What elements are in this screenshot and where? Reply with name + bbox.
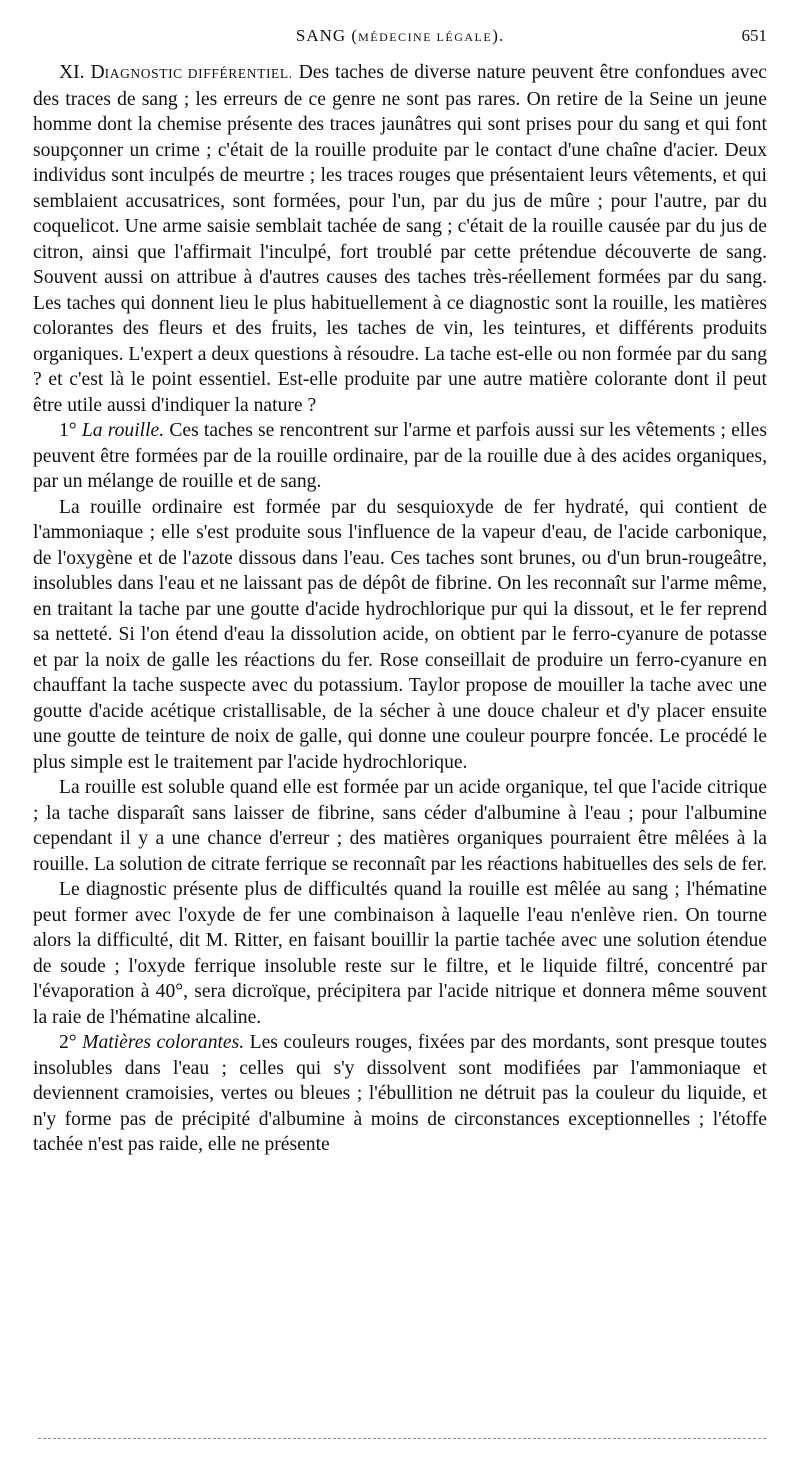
subsection-number: 1°	[59, 420, 82, 441]
subsection-title: Matières colorantes.	[82, 1032, 245, 1053]
paragraph-rouille-sang	[33, 877, 767, 1030]
paragraph-text: Les couleurs rouges, fixées par des mordants, sont presque toutes insolubles dans l'eau ; celles qui s'y dissolvent sont modifiées par l'ammoniaque et deviennent cramoisies, vertes ou bleues ; l'ébullition ne détruit pas la couleur du liquide, et n'y forme pas de précipité d'albumine à moins de circonstances exceptionnelles ; l'étoffe tachée n'est pas raide, elle ne présente	[33, 1032, 767, 1155]
subsection-number: 2°	[59, 1032, 83, 1053]
running-title-end: ).	[492, 26, 505, 45]
page	[33, 26, 767, 1158]
paragraph-text: Le diagnostic présente plus de difficultés quand la rouille est mêlée au sang ; l'hématine peut former avec l'oxyde de fer une combinaison à laquelle l'eau n'enlève rien. On tourne alors la difficulté, dit M. Ritter, en faisant bouillir la partie tachée avec une solution étendue de soude ; l'oxyde ferrique insoluble reste sur le filtre, et le liquide filtré, concentré par l'évaporation à 40°, sera dicroïque, précipitera par l'acide nitrique et donnera même souvent la raie de l'hématine alcaline.	[33, 879, 767, 1028]
paragraph-text: Des taches de diverse nature peuvent être confondues avec des traces de sang ; les erreurs de ce genre ne sont pas rares. On retire de la Seine un jeune homme dont la chemise présente des traces jaunâtres qui sont prises pour du sang et qui font soupçonner un crime ; c'était de la rouille produite par le contact d'une chaîne d'acier. Deux individus sont inculpés de meurtre ; les traces rouges que présentaient leurs vêtements, et qui semblaient accusatrices, sont formées, pour l'un, par du jus de mûre ; pour l'autre, par du coquelicot. Une arme saisie semblait tachée de sang ; c'était de la rouille causée par du jus de citron, ainsi que l'affirmait l'inculpé, fort troublé par cette prétendue découverte de sang. Souvent aussi on attribue à d'autres causes des taches très-réellement formées par du sang. Les taches qui donnent lieu le plus habituellement à ce diagnostic sont la rouille, les matières colorantes des fleurs et des fruits, les taches de vin, les teintures, et différents produits organiques. L'expert a deux questions à résoudre. La tache est-elle ou non formée par du sang ? et c'est là le point essentiel. Est-elle produite par une autre matière colorante dont il peut être utile aussi d'indiquer la nature ?	[33, 62, 767, 416]
paragraph-diagnostic	[33, 60, 767, 418]
section-heading-smallcaps-2: DIFFÉRENTIEL.	[182, 66, 293, 81]
footer-dashed-rule	[38, 1438, 766, 1439]
running-title	[33, 26, 767, 46]
running-title-subtitle: MÉDECINE LÉGALE	[358, 30, 493, 44]
page-number: 651	[741, 26, 767, 45]
paragraph-text: La rouille ordinaire est formée par du sesquioxyde de fer hydraté, qui contient de l'ammoniaque ; elle s'est produite sous l'influence de la vapeur d'eau, de l'acide carbonique, de l'oxygène et de l'azote dissous dans l'eau. Ces taches sont brunes, ou d'un brun-rougeâtre, insolubles dans l'eau et ne laissant pas de dépôt de fibrine. On les reconnaît sur l'arme même, en traitant la tache par une goutte d'acide hydrochlorique pur qui la dissout, et le fer reprend sa netteté. Si l'on étend d'eau la dissolution acide, on obtient par le ferro-cyanure de potasse et par la noix de galle les réactions du fer. Rose conseillait de produire un ferro-cyanure en chauffant la tache suspecte avec du potassium. Taylor propose de mouiller la tache avec une goutte d'acide acétique cristallisable, de la sécher à une douce chaleur et d'y placer ensuite une goutte de teinture de noix de galle, qui donne une couleur pourpre foncée. Le procédé le plus simple est le traitement par l'acide hydrochlorique.	[33, 496, 767, 773]
running-title-main: SANG (	[295, 26, 359, 45]
paragraph-text: La rouille est soluble quand elle est formée par un acide organique, tel que l'acide citrique ; la tache disparaît sans laisser de fibrine, sans céder d'albumine à l'eau ; pour l'albumine cependant il y a une chance d'erreur ; des matières organiques pourraient être mêlées à la rouille. La solution de citrate ferrique se reconnaît par les réactions habituelles des sels de fer.	[33, 777, 767, 875]
section-heading-smallcaps: IAGNOSTIC	[104, 66, 183, 81]
paragraph-rouille-soluble	[33, 775, 767, 877]
running-header	[33, 26, 767, 52]
section-heading-roman: XI. D	[59, 62, 105, 83]
subsection-title: La rouille.	[81, 420, 165, 441]
paragraph-rouille	[33, 418, 767, 495]
paragraph-text: Ces taches se rencontrent sur l'arme et parfois aussi sur les vêtements ; elles peuvent être formées par de la rouille ordinaire, par de la rouille due à des acides organiques, par un mélange de rouille et de sang.	[33, 420, 768, 492]
paragraph-matieres-colorantes	[33, 1030, 767, 1158]
body-text	[33, 60, 767, 1158]
paragraph-rouille-ordinaire	[33, 495, 767, 776]
